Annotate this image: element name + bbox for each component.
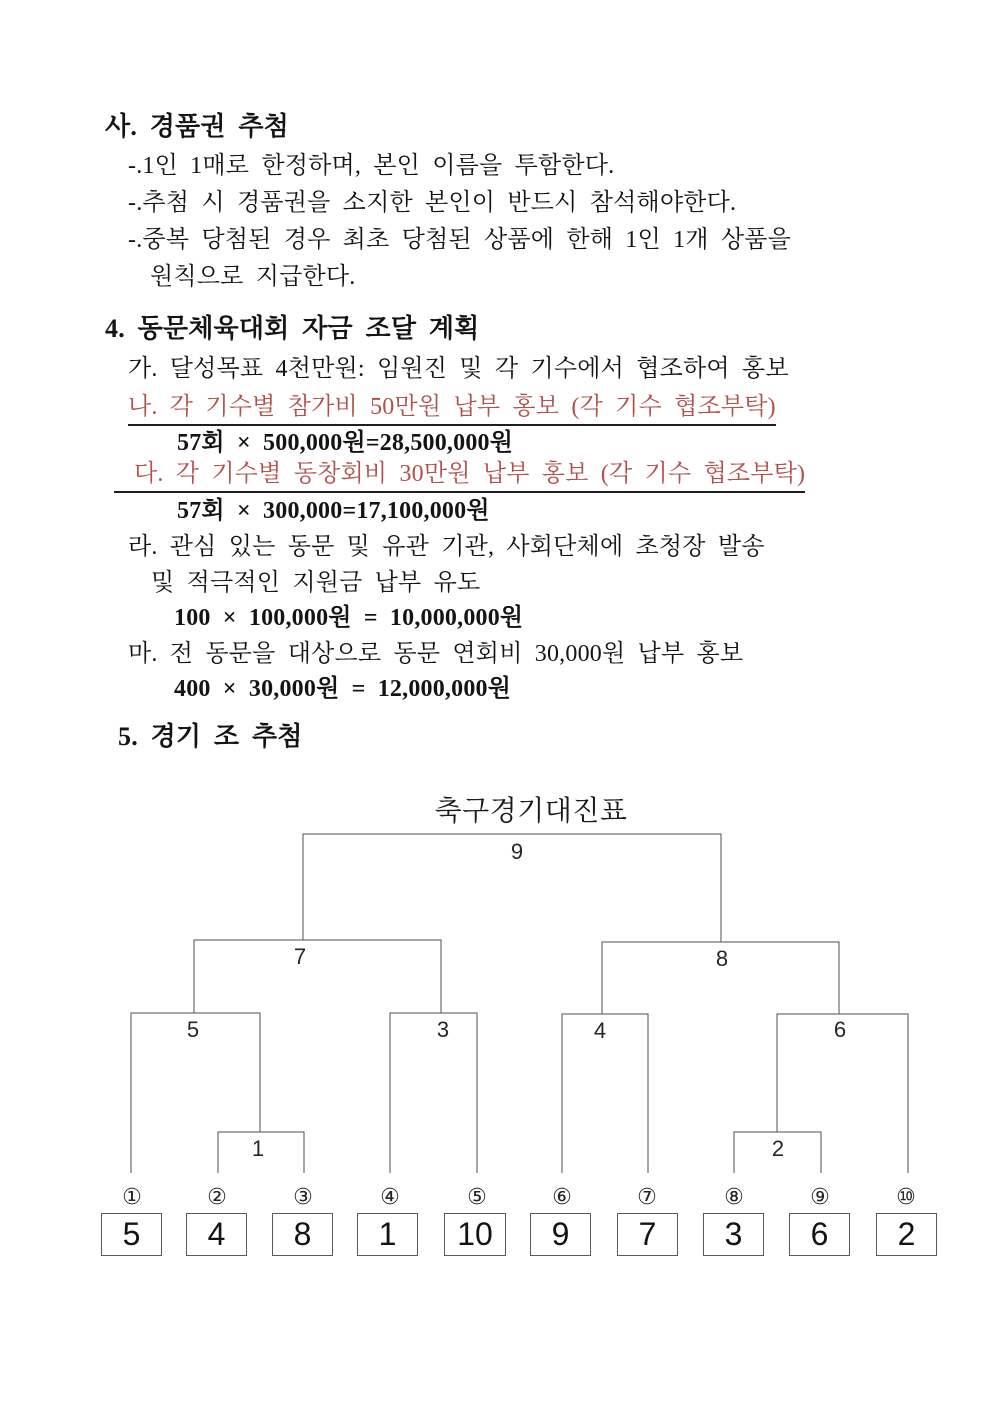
seed-circle-5: ⑤: [467, 1184, 487, 1209]
heading-funding-plan: 4. 동문체육대회 자금 조달 계획: [105, 314, 480, 343]
item-na-entry-fee: 나. 각 기수별 참가비 50만원 납부 홍보 (각 기수 협조부탁): [128, 392, 776, 426]
seed-circle-9: ⑨: [810, 1184, 830, 1209]
seed-circle-10: ⑩: [896, 1184, 916, 1209]
bullet-gift-3-cont: 원칙으로 지급한다.: [150, 264, 356, 290]
team-box-4: 1: [357, 1213, 418, 1256]
seed-circle-1: ①: [122, 1184, 142, 1209]
formula-alumni-fee: 57회 × 300,000=17,100,000원: [177, 498, 490, 524]
team-box-5: 10: [444, 1213, 506, 1256]
match-label-5: 5: [186, 1017, 200, 1042]
item-ga-goal: 가. 달성목표 4천만원: 임원진 및 각 기수에서 협조하여 홍보: [128, 356, 789, 382]
team-box-10: 2: [876, 1213, 937, 1256]
formula-donation: 100 × 100,000원 = 10,000,000원: [174, 605, 524, 631]
seed-circle-8: ⑧: [724, 1184, 744, 1209]
match-label-6: 6: [833, 1017, 847, 1042]
bullet-gift-1: -.1인 1매로 한정하며, 본인 이름을 투함한다.: [128, 153, 615, 179]
formula-annual-fee: 400 × 30,000원 = 12,000,000원: [174, 676, 512, 702]
match-label-7: 7: [293, 944, 307, 969]
match-label-2: 2: [771, 1136, 785, 1161]
item-ra-cont: 및 적극적인 지원금 납부 유도: [151, 570, 481, 596]
match-label-8: 8: [715, 946, 729, 971]
team-box-1: 5: [101, 1213, 162, 1256]
bracket-title: 축구경기대진표: [434, 795, 628, 826]
seed-circle-6: ⑥: [552, 1184, 572, 1209]
seed-circle-2: ②: [207, 1184, 227, 1209]
seed-circle-3: ③: [293, 1184, 313, 1209]
team-box-8: 3: [703, 1213, 764, 1256]
bullet-gift-3: -.중복 당첨된 경우 최초 당첨된 상품에 한해 1인 1개 상품을: [128, 227, 792, 253]
item-da-alumni-fee: 다. 각 기수별 동창회비 30만원 납부 홍보 (각 기수 협조부탁): [114, 459, 805, 493]
heading-gift-draw: 사. 경품권 추첨: [105, 112, 289, 141]
formula-entry-fee: 57회 × 500,000원=28,500,000원: [177, 430, 514, 456]
item-ra-invitations: 라. 관심 있는 동문 및 유관 기관, 사회단체에 초청장 발송: [128, 534, 765, 560]
seed-circle-7: ⑦: [637, 1184, 657, 1209]
match-label-4: 4: [593, 1018, 607, 1043]
seed-circle-4: ④: [380, 1184, 400, 1209]
team-box-9: 6: [789, 1213, 850, 1256]
heading-match-draw: 5. 경기 조 추첨: [118, 722, 303, 751]
match-label-9: 9: [510, 839, 524, 864]
team-box-2: 4: [186, 1213, 247, 1256]
match-label-1: 1: [251, 1136, 265, 1161]
item-ma-annual-fee: 마. 전 동문을 대상으로 동문 연회비 30,000원 납부 홍보: [128, 641, 744, 667]
match-label-3: 3: [436, 1017, 450, 1042]
bullet-gift-2: -.추첨 시 경품권을 소지한 본인이 반드시 참석해야한다.: [128, 190, 737, 216]
team-box-6: 9: [530, 1213, 591, 1256]
team-box-7: 7: [617, 1213, 678, 1256]
bracket-line-match-7: [194, 940, 441, 1013]
team-box-3: 8: [272, 1213, 333, 1256]
